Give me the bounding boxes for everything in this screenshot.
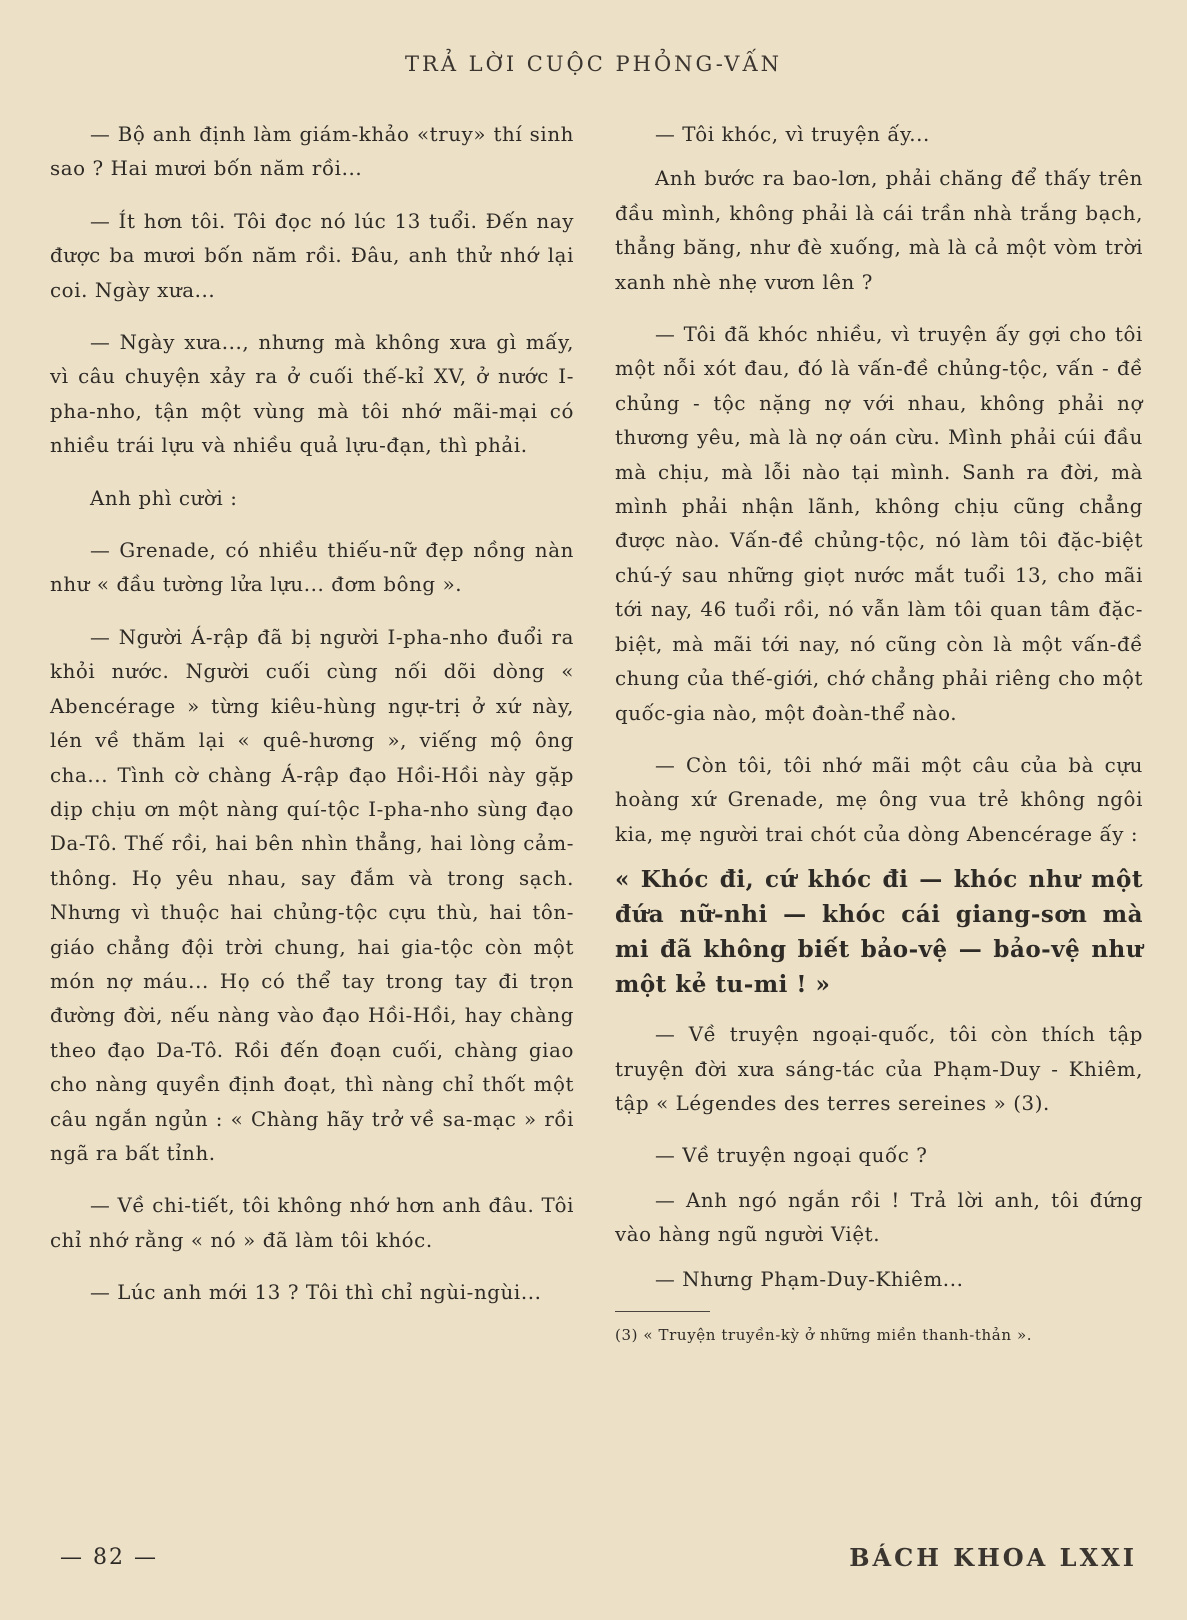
footnote: (3) « Truyện truyền-kỳ ở những miền thanh-thản ». xyxy=(615,1325,1033,1344)
paragraph: — Tôi đã khóc nhiều, vì truyện ấy gợi cho tôi một nỗi xót đau, đó là vấn-đề chủng-tộc, vấn - đề chủng - tộc nặng nợ với nhau, không phải nợ thương yêu, mà là nợ oán cừu. Mình phải cúi đầu mà chịu, mà lỗi nào tại mình. Sanh ra đời, mà mình phải nhận lãnh, không chịu cũng chẳng được nào. Vấn-đề chủng-tộc, nó làm tôi đặc-biệt chú-ý sau những giọt nước mắt tuổi 13, cho mãi tới nay, 46 tuổi rồi, nó vẫn làm tôi quan tâm đặc-biệt, mà mãi tới nay, nó cũng còn là một vấn-đề chung của thế-giới, chớ chẳng phải riêng cho một quốc-gia nào, một đoàn-thể nào. xyxy=(615,323,1143,725)
paragraph: — Lúc anh mới 13 ? Tôi thì chỉ ngùi-ngùi... xyxy=(90,1281,542,1305)
paragraph: — Người Á-rập đã bị người I-pha-nho đuổi ra khỏi nước. Người cuối cùng nối dõi dòng « Abencérage » từng kiêu-hùng ngự-trị ở xứ này, lén về thăm lại « quê-hương », viếng mộ ông cha... Tình cờ chàng Á-rập đạo Hồi-Hồi này gặp dịp chịu ơn một nàng quí-tộc I-pha-nho sùng đạo Da-Tô. Thế rồi, hai bên nhìn thẳng, hai lòng cảm-thông. Họ yêu nhau, say đắm và trong sạch. Nhưng vì thuộc hai chủng-tộc cựu thù, hai tôn-giáo chẳng đội trời chung, hai gia-tộc còn một món nợ máu... Họ có thể tay trong tay đi trọn đường đời, nếu nàng vào đạo Hồi-Hồi, hay chàng theo đạo Da-Tô. Rồi đến đoạn cuối, chàng giao cho nàng quyền định đoạt, thì nàng chỉ thốt một câu ngắn ngủn : « Chàng hãy trở về sa-mạc » rồi ngã ra bất tỉnh. xyxy=(50,625,574,1165)
right-column xyxy=(615,118,1143,1348)
left-column xyxy=(50,118,574,1329)
paragraph: Anh bước ra bao-lơn, phải chăng để thấy trên đầu mình, không phải là cái trần nhà trắng bạch, thẳng băng, như đè xuống, mà là cả một vòm trời xanh nhè nhẹ vươn lên ? xyxy=(615,167,1143,294)
paragraph: — Về truyện ngoại quốc ? xyxy=(655,1144,928,1168)
paragraph: — Nhưng Phạm-Duy-Khiêm... xyxy=(655,1267,964,1291)
running-header: TRẢ LỜI CUỘC PHỎNG-VẤN xyxy=(405,52,782,76)
magazine-title: BÁCH KHOA LXXI xyxy=(849,1543,1137,1572)
paragraph: — Ngày xưa..., nhưng mà không xưa gì mấy, vì câu chuyện xảy ra ở cuối thế-kỉ XV, ở nước I-pha-nho, tận một vùng mà tôi nhớ mãi-mại có nhiều trái lựu và nhiều quả lựu-đạn, thì phải. xyxy=(50,331,574,458)
paragraph: — Ít hơn tôi. Tôi đọc nó lúc 13 tuổi. Đến nay được ba mươi bốn năm rồi. Đâu, anh thử nhớ lại coi. Ngày xưa... xyxy=(50,209,574,302)
footnote-divider xyxy=(615,1311,710,1312)
paragraph: — Bộ anh định làm giám-khảo «truy» thí sinh sao ? Hai mươi bốn năm rồi... xyxy=(50,123,574,181)
block-quote: « Khóc đi, cứ khóc đi — khóc như một đứa nữ-nhi — khóc cái giang-sơn mà mi đã không biết bảo-vệ — bảo-vệ như một kẻ tu-mi ! » xyxy=(615,866,1143,999)
paragraph: — Về chi-tiết, tôi không nhớ hơn anh đâu. Tôi chỉ nhớ rằng « nó » đã làm tôi khóc. xyxy=(50,1194,574,1252)
paragraph: — Còn tôi, tôi nhớ mãi một câu của bà cựu hoàng xứ Grenade, mẹ ông vua trẻ không ngôi kia, mẹ người trai chót của dòng Abencérage ấy : xyxy=(615,753,1143,846)
paragraph: — Tôi khóc, vì truyện ấy... xyxy=(655,123,930,146)
paragraph: Anh phì cười : xyxy=(90,486,238,510)
paragraph: — Về truyện ngoại-quốc, tôi còn thích tập truyện đời xưa sáng-tác của Phạm-Duy - Khiêm, tập « Légendes des terres sereines » (3). xyxy=(615,1023,1143,1115)
page-number: — 82 — xyxy=(60,1545,158,1570)
paragraph: — Anh ngó ngắn rồi ! Trả lời anh, tôi đứng vào hàng ngũ người Việt. xyxy=(615,1188,1143,1247)
paragraph: — Grenade, có nhiều thiếu-nữ đẹp nồng nàn như « đầu tường lửa lựu... đơm bông ». xyxy=(50,539,574,597)
